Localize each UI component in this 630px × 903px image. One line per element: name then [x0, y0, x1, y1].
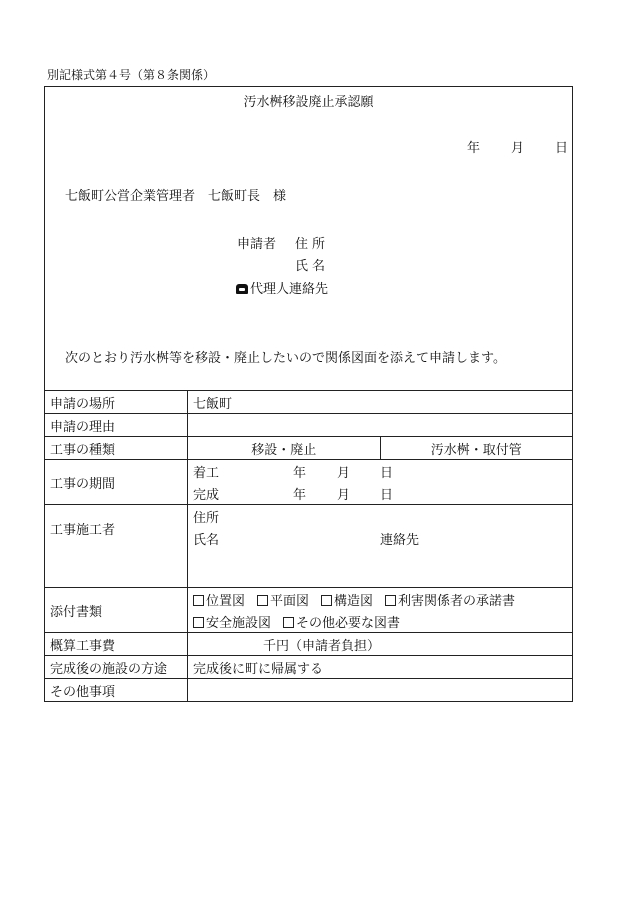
table-row — [45, 437, 573, 460]
table-row — [45, 633, 573, 656]
work-type-option-relocation: 移設・廃止 — [188, 437, 381, 460]
contractor-name-label: 氏名 — [193, 532, 220, 548]
location-label: 申請の場所 — [45, 391, 188, 414]
post-completion-value: 完成後に町に帰属する — [188, 656, 573, 679]
attachment-item-label: 位置図 — [206, 593, 246, 609]
attachments-line-2 — [193, 610, 567, 632]
addressee: 七飯町公営企業管理者 七飯町長 様 — [65, 189, 287, 204]
period-start-line — [193, 460, 567, 482]
period-end-day: 日 — [380, 487, 394, 503]
attachments-line-1 — [193, 588, 567, 610]
period-start-month: 月 — [337, 465, 351, 481]
contractor-value — [188, 505, 573, 588]
attachment-item-label: その他必要な図書 — [296, 615, 401, 631]
attachment-item-label: 利害関係者の承諾書 — [398, 593, 516, 609]
table-row — [45, 588, 573, 633]
contractor-address-line — [193, 505, 567, 527]
cost-label: 概算工事費 — [45, 633, 188, 656]
period-start-day: 日 — [380, 465, 394, 481]
date-day-label: 日 — [555, 141, 569, 156]
attachment-item — [283, 612, 400, 631]
table-row — [45, 391, 573, 414]
table-row — [45, 460, 573, 505]
checkbox-icon — [193, 617, 204, 628]
agent-contact-line — [236, 278, 328, 297]
agent-contact-label: 代理人連絡先 — [250, 282, 329, 297]
table-row — [45, 656, 573, 679]
applicant-label: 申請者 — [237, 237, 277, 252]
contractor-label: 工事施工者 — [45, 505, 188, 588]
attachment-item — [193, 590, 245, 609]
work-type-label: 工事の種類 — [45, 437, 188, 460]
other-label: その他事項 — [45, 679, 188, 702]
period-end-line — [193, 482, 567, 504]
date-year-label: 年 — [467, 141, 481, 156]
applicant-address-label: 住所 — [295, 237, 330, 252]
reason-value — [188, 414, 573, 437]
table-row — [45, 414, 573, 437]
cost-value: 千円（申請者負担） — [188, 633, 573, 656]
contractor-address-label: 住所 — [193, 510, 220, 526]
period-value — [188, 460, 573, 505]
attachments-value — [188, 588, 573, 633]
contractor-contact-label: 連絡先 — [380, 532, 420, 548]
period-end-month: 月 — [337, 487, 351, 503]
checkbox-icon — [257, 595, 268, 606]
request-sentence: 次のとおり汚水桝等を移設・廃止したいので関係図面を添えて申請します。 — [65, 351, 506, 366]
contractor-name-line — [193, 527, 567, 549]
attachment-item-label: 平面図 — [270, 593, 310, 609]
application-form-header — [44, 86, 573, 390]
table-row — [45, 679, 573, 702]
attachment-item-label: 構造図 — [334, 593, 374, 609]
checkbox-icon — [283, 617, 294, 628]
work-type-option-target: 汚水桝・取付管 — [380, 437, 573, 460]
period-end-label: 完成 — [193, 487, 220, 503]
other-value — [188, 679, 573, 702]
reason-label: 申請の理由 — [45, 414, 188, 437]
checkbox-icon — [321, 595, 332, 606]
period-start-label: 着工 — [193, 465, 220, 481]
checkbox-icon — [193, 595, 204, 606]
applicant-name-label: 氏名 — [295, 259, 330, 274]
attachment-item-label: 安全施設図 — [206, 615, 272, 631]
location-value: 七飯町 — [188, 391, 573, 414]
attachments-label: 添付書類 — [45, 588, 188, 633]
attachment-item — [193, 612, 271, 631]
telephone-icon — [236, 284, 248, 294]
period-label: 工事の期間 — [45, 460, 188, 505]
period-start-year: 年 — [293, 465, 307, 481]
form-title: 汚水桝移設廃止承認願 — [243, 95, 374, 110]
post-completion-label: 完成後の施設の方途 — [45, 656, 188, 679]
attachment-item — [385, 590, 515, 609]
application-details-table — [44, 390, 573, 702]
table-row — [45, 505, 573, 588]
date-month-label: 月 — [511, 141, 525, 156]
attachment-item — [257, 590, 309, 609]
period-end-year: 年 — [293, 487, 307, 503]
checkbox-icon — [385, 595, 396, 606]
attachment-item — [321, 590, 373, 609]
form-reference-number: 別記様式第４号（第８条関係） — [47, 68, 216, 82]
